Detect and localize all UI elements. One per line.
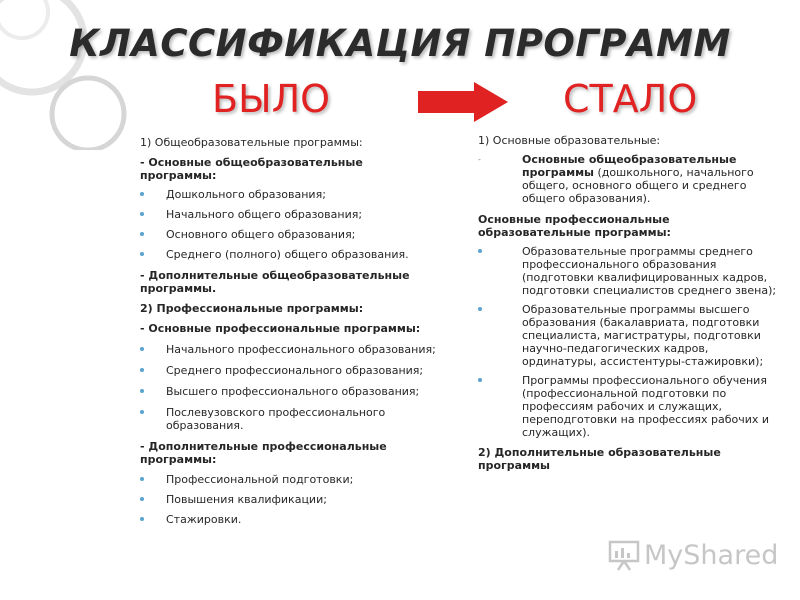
right-list-professional (478, 245, 778, 439)
list-item: Образовательные программы среднего профессионального образования (подготовки квалифицированных кадров, подготовки специалистов среднего звена); (478, 245, 778, 297)
bullet-icon (140, 410, 144, 414)
list-item: Высшего профессионального образования; (140, 385, 440, 398)
bullet-icon (140, 232, 144, 236)
list-item: Повышения квалификации; (140, 493, 440, 506)
left-list-general (140, 188, 440, 261)
left-column (140, 136, 440, 526)
left-heading-professional: 2) Профессиональные программы: (140, 302, 364, 315)
list-item: Программы профессионального обучения (профессиональной подготовки по профессиям рабочих и служащих, переподготовки на профессиях рабочих и служащих). (478, 374, 778, 439)
slide-title: КЛАССИФИКАЦИЯ ПРОГРАММ (69, 22, 731, 65)
list-item: Образовательные программы высшего образования (бакалавриата, подготовки специалиста, магистратуры, подготовки научно-педагогических кадров, ординатуры, ассистентуры-стажировки); (478, 303, 778, 368)
left-heading-general: 1) Общеобразовательные программы: (140, 136, 363, 149)
bullet-icon (140, 347, 144, 351)
watermark-text: MyShared (644, 539, 779, 571)
bullet-icon (140, 389, 144, 393)
right-column (478, 134, 778, 472)
list-item: Послевузовского профессионального образования. (140, 406, 440, 432)
bullet-icon (140, 497, 144, 501)
bullet-icon (140, 212, 144, 216)
list-item: Начального профессионального образования; (140, 343, 440, 356)
list-item: Основного общего образования; (140, 228, 440, 241)
bullet-icon (140, 517, 144, 521)
list-item: - Основные общеобразовательные программы (дошкольного, начального общего, основного общего и среднего общего образования). (478, 153, 754, 205)
right-list-basic (478, 153, 778, 205)
left-heading-basic-general: - Основные общеобразовательные программы: (140, 156, 363, 182)
right-heading-additional: 2) Дополнительные образовательные программы (478, 446, 721, 472)
right-heading-professional: Основные профессиональные образовательные программы: (478, 213, 671, 239)
watermark (608, 537, 778, 573)
presentation-board-icon (608, 539, 640, 571)
arrow-right-icon (418, 82, 508, 122)
bullet-icon (140, 368, 144, 372)
left-list-professional (140, 343, 440, 432)
left-heading-additional-professional: - Дополнительные профессиональные программы: (140, 440, 387, 466)
became-label: СТАЛО (563, 77, 698, 121)
bullet-icon (140, 477, 144, 481)
right-heading-basic: 1) Основные образовательные: (478, 134, 661, 147)
left-list-additional (140, 473, 440, 526)
bullet-icon (140, 192, 144, 196)
bullet-icon (478, 249, 482, 253)
list-item: Среднего профессионального образования; (140, 364, 440, 377)
left-heading-basic-professional: - Основные профессиональные программы: (140, 322, 421, 335)
list-item: Начального общего образования; (140, 208, 440, 221)
was-label: БЫЛО (212, 77, 331, 121)
list-item: Стажировки. (140, 513, 440, 526)
bullet-icon (478, 307, 482, 311)
bullet-icon (140, 252, 144, 256)
left-heading-additional-general: - Дополнительные общеобразовательные программы. (140, 269, 410, 295)
bullet-icon (478, 378, 482, 382)
dash-mark: - (478, 155, 481, 164)
list-item: Профессиональной подготовки; (140, 473, 440, 486)
list-item: Среднего (полного) общего образования. (140, 248, 440, 261)
list-item: Дошкольного образования; (140, 188, 440, 201)
